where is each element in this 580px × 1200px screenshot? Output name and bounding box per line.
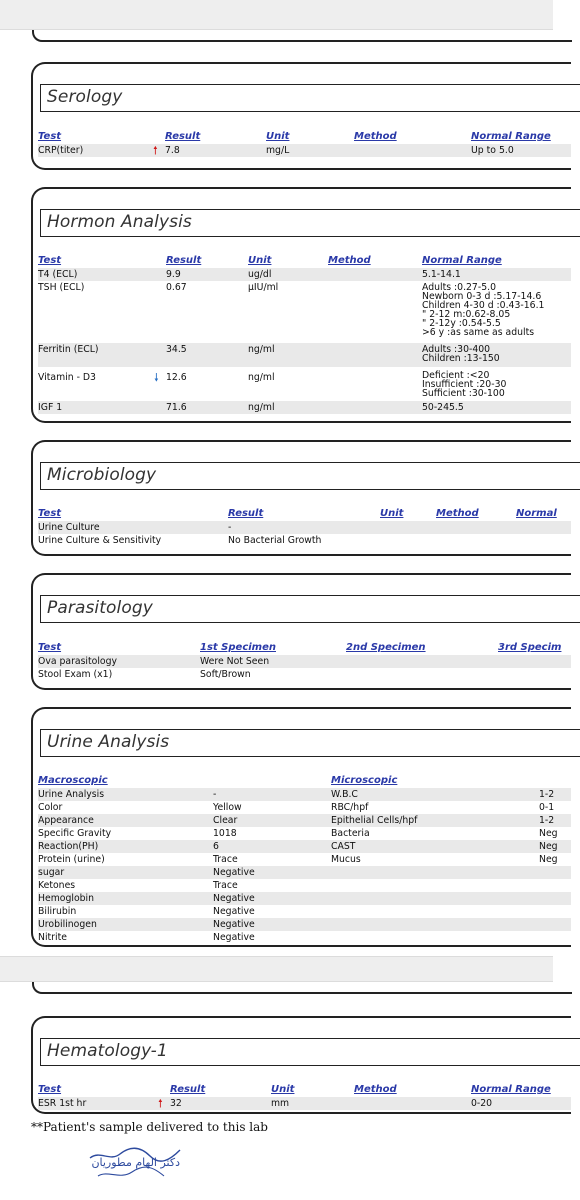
- macro-name: Appearance: [38, 815, 94, 826]
- high-arrow-icon: 🠕: [158, 1097, 163, 1110]
- header-result: Result: [170, 1084, 206, 1095]
- high-arrow-icon: 🠕: [153, 144, 158, 157]
- table-row: [38, 534, 571, 547]
- header-method: Method: [436, 508, 479, 519]
- macro-name: Color: [38, 802, 63, 813]
- urine-analysis-section: [31, 707, 571, 947]
- result-value: -: [228, 522, 232, 533]
- header-method: Method: [354, 1084, 397, 1095]
- test-name: Vitamin - D3: [38, 372, 96, 383]
- test-name: Ferritin (ECL): [38, 344, 99, 355]
- section-title: Parasitology: [40, 595, 580, 623]
- unit-value: µIU/ml: [248, 282, 279, 293]
- macro-value: -: [213, 789, 217, 800]
- test-name: TSH (ECL): [38, 282, 85, 293]
- macro-name: Specific Gravity: [38, 828, 112, 839]
- test-name: Ova parasitology: [38, 656, 118, 667]
- range-value: Up to 5.0: [471, 145, 514, 156]
- section-title: Hormon Analysis: [40, 209, 580, 237]
- macro-value: 6: [213, 841, 219, 852]
- header-2nd-specimen: 2nd Specimen: [346, 642, 426, 653]
- result-value: No Bacterial Growth: [228, 535, 322, 546]
- header-3rd-specimen: 3rd Specim: [498, 642, 562, 653]
- header-1st-specimen: 1st Specimen: [200, 642, 276, 653]
- header-result: Result: [228, 508, 264, 519]
- macro-value: 1018: [213, 828, 237, 839]
- test-name: Urine Culture & Sensitivity: [38, 535, 162, 546]
- unit-value: mg/L: [266, 145, 290, 156]
- serology-table: [38, 131, 571, 157]
- table-row: [38, 655, 571, 668]
- result-value: 32: [170, 1098, 182, 1109]
- result-value: 7.8: [165, 145, 180, 156]
- table-row: [38, 144, 571, 157]
- header-test: Test: [38, 131, 62, 142]
- table-row: [38, 343, 571, 367]
- table-row: [38, 1097, 571, 1110]
- hormone-section: [31, 187, 571, 423]
- header-normal-range: Normal Range: [471, 1084, 551, 1095]
- table-row: [38, 788, 571, 801]
- macro-value: Negative: [213, 932, 255, 943]
- urine-table: [38, 775, 571, 944]
- hormone-table: [38, 255, 571, 414]
- micro-value: 1-2: [539, 815, 555, 826]
- macro-name: Reaction(PH): [38, 841, 99, 852]
- table-row: [38, 905, 571, 918]
- table-row: [38, 367, 571, 401]
- page-gap-top: [0, 0, 553, 30]
- macro-value: Clear: [213, 815, 238, 826]
- table-row: [38, 931, 571, 944]
- unit-value: mm: [271, 1098, 290, 1109]
- specimen-value: Soft/Brown: [200, 669, 251, 680]
- unit-value: ug/dl: [248, 269, 272, 280]
- table-header: [38, 775, 571, 788]
- macro-name: Bilirubin: [38, 906, 77, 917]
- test-name: IGF 1: [38, 402, 63, 413]
- header-result: Result: [165, 131, 201, 142]
- test-name: ESR 1st hr: [38, 1098, 87, 1109]
- header-macroscopic: Macroscopic: [38, 775, 108, 786]
- micro-name: CAST: [331, 841, 356, 852]
- macro-name: Hemoglobin: [38, 893, 95, 904]
- range-line: Children 4-30 d :0.43-16.1: [422, 300, 545, 311]
- table-row: [38, 866, 571, 879]
- result-value: 34.5: [166, 344, 187, 355]
- header-normal: Normal: [516, 508, 557, 519]
- macro-value: Trace: [213, 880, 238, 891]
- page-gap: [0, 956, 553, 982]
- header-test: Test: [38, 255, 62, 266]
- serology-section: [31, 62, 571, 170]
- header-unit: Unit: [380, 508, 404, 519]
- section-title: Hematology-1: [40, 1038, 580, 1066]
- macro-value: Negative: [213, 919, 255, 930]
- test-name: Urine Culture: [38, 522, 100, 533]
- microbiology-table: [38, 508, 571, 547]
- range-value: 5.1-14.1: [422, 269, 461, 280]
- table-row: [38, 281, 571, 343]
- table-header: [38, 1084, 571, 1097]
- micro-value: Neg: [539, 854, 558, 865]
- macro-value: Trace: [213, 854, 238, 865]
- table-row: [38, 268, 571, 281]
- range-line: Sufficient :30-100: [422, 388, 505, 399]
- unit-value: ng/ml: [248, 372, 275, 383]
- signature-text: دکتر الهام مطوریان: [91, 1156, 180, 1169]
- unit-value: ng/ml: [248, 344, 275, 355]
- macro-name: Ketones: [38, 880, 76, 891]
- range-line: Adults :30-400: [422, 344, 491, 355]
- macro-value: Negative: [213, 867, 255, 878]
- hematology-table: [38, 1084, 571, 1110]
- table-row: [38, 840, 571, 853]
- range-line: Deficient :<20: [422, 370, 490, 381]
- header-unit: Unit: [271, 1084, 295, 1095]
- table-row: [38, 801, 571, 814]
- macro-value: Negative: [213, 893, 255, 904]
- table-row: [38, 879, 571, 892]
- micro-value: Neg: [539, 841, 558, 852]
- result-value: 12.6: [166, 372, 187, 383]
- low-arrow-icon: 🠗: [154, 371, 159, 384]
- section-title: Microbiology: [40, 462, 580, 490]
- range-line: Newborn 0-3 d :5.17-14.6: [422, 291, 542, 302]
- footnote: **Patient's sample delivered to this lab: [31, 1120, 268, 1134]
- micro-name: W.B.C: [331, 789, 358, 800]
- range-line: " 2-12 m:0.62-8.05: [422, 309, 511, 320]
- range-value: 50-245.5: [422, 402, 464, 413]
- parasitology-section: [31, 573, 571, 690]
- test-name: CRP(titer): [38, 145, 84, 156]
- table-header: [38, 255, 571, 268]
- result-value: 0.67: [166, 282, 187, 293]
- page-edge-curl: [32, 30, 572, 42]
- header-result: Result: [166, 255, 202, 266]
- range-line: Insufficient :20-30: [422, 379, 507, 390]
- specimen-value: Were Not Seen: [200, 656, 270, 667]
- range-line: " 2-12y :0.54-5.5: [422, 318, 501, 329]
- header-test: Test: [38, 508, 62, 519]
- header-test: Test: [38, 642, 62, 653]
- table-row: [38, 918, 571, 931]
- result-value: 9.9: [166, 269, 181, 280]
- macro-name: Urine Analysis: [38, 789, 105, 800]
- header-test: Test: [38, 1084, 62, 1095]
- header-method: Method: [328, 255, 371, 266]
- micro-name: Bacteria: [331, 828, 370, 839]
- signature-icon: [80, 1136, 190, 1196]
- hematology-section: [31, 1016, 571, 1114]
- range-line: Adults :0.27-5.0: [422, 282, 496, 293]
- table-header: [38, 131, 571, 144]
- page-edge-curl: [32, 982, 572, 994]
- section-title: Urine Analysis: [40, 729, 580, 757]
- micro-value: Neg: [539, 828, 558, 839]
- range-line: >6 y :as same as adults: [422, 327, 535, 338]
- micro-name: Mucus: [331, 854, 361, 865]
- range-line: Children :13-150: [422, 353, 500, 364]
- signature: [80, 1136, 190, 1196]
- macro-value: Yellow: [213, 802, 242, 813]
- parasitology-table: [38, 642, 571, 681]
- table-row: [38, 668, 571, 681]
- micro-value: 1-2: [539, 789, 555, 800]
- test-name: Stool Exam (x1): [38, 669, 113, 680]
- micro-name: RBC/hpf: [331, 802, 369, 813]
- micro-value: 0-1: [539, 802, 555, 813]
- macro-name: Nitrite: [38, 932, 67, 943]
- result-value: 71.6: [166, 402, 187, 413]
- micro-name: Epithelial Cells/hpf: [331, 815, 418, 826]
- table-header: [38, 642, 571, 655]
- header-normal-range: Normal Range: [422, 255, 502, 266]
- table-row: [38, 521, 571, 534]
- range-value: 0-20: [471, 1098, 493, 1109]
- header-microscopic: Microscopic: [331, 775, 398, 786]
- table-header: [38, 508, 571, 521]
- table-row: [38, 892, 571, 905]
- macro-value: Negative: [213, 906, 255, 917]
- section-title: Serology: [40, 84, 580, 112]
- test-name: T4 (ECL): [38, 269, 78, 280]
- header-unit: Unit: [248, 255, 272, 266]
- header-method: Method: [354, 131, 397, 142]
- macro-name: sugar: [38, 867, 65, 878]
- macro-name: Urobilinogen: [38, 919, 97, 930]
- table-row: [38, 853, 571, 866]
- table-row: [38, 401, 571, 414]
- unit-value: ng/ml: [248, 402, 275, 413]
- microbiology-section: [31, 440, 571, 556]
- macro-name: Protein (urine): [38, 854, 105, 865]
- header-normal-range: Normal Range: [471, 131, 551, 142]
- table-row: [38, 814, 571, 827]
- table-row: [38, 827, 571, 840]
- header-unit: Unit: [266, 131, 290, 142]
